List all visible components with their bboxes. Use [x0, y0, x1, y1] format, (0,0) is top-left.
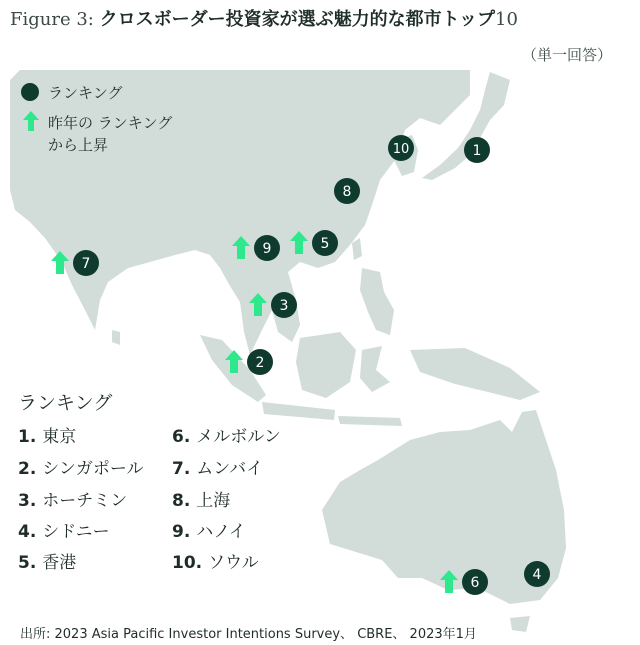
marker-label: 4	[532, 567, 542, 583]
taiwan	[352, 238, 362, 260]
ranking-number: 3.	[18, 491, 37, 511]
city-marker	[524, 561, 550, 587]
ranking-item	[18, 548, 76, 573]
ranking-item	[172, 517, 246, 542]
ranking-item	[18, 517, 110, 542]
ranking-number: 4.	[18, 522, 37, 542]
ranking-city: 香港	[42, 553, 77, 573]
marker-label: 8	[342, 184, 352, 200]
marker-label: 6	[470, 575, 480, 591]
marker-label: 3	[279, 298, 289, 314]
ranking-item	[18, 454, 144, 479]
ranking-item	[172, 486, 230, 511]
ranking-number: 1.	[18, 427, 37, 447]
ranking-number: 6.	[172, 427, 191, 447]
marker-label: 1	[472, 143, 482, 159]
sulawesi	[360, 346, 390, 392]
ranking-number: 7.	[172, 459, 191, 479]
title-suffix: 10	[495, 9, 518, 30]
ranking-item	[18, 422, 76, 447]
ranking-heading: ランキング	[18, 392, 113, 414]
marker-label: 7	[81, 256, 91, 272]
ranking-number: 5.	[18, 553, 37, 573]
marker-label: 9	[262, 241, 272, 257]
marker-label: 5	[320, 236, 330, 252]
ranking-number: 8.	[172, 491, 191, 511]
philippines	[360, 268, 394, 335]
legend-marker-icon	[20, 82, 40, 102]
sri-lanka	[112, 330, 120, 345]
ranking-number: 9.	[172, 522, 191, 542]
ranking-item	[18, 486, 127, 511]
ranking-city: 上海	[196, 491, 231, 511]
marker-label: 10	[392, 142, 410, 157]
ranking-city: ホーチミン	[42, 491, 128, 511]
ranking-number: 10.	[172, 553, 203, 573]
java	[262, 402, 335, 420]
figure-number: Figure 3:	[10, 9, 100, 30]
legend-ranking-label: ランキング	[48, 84, 123, 102]
ranking-city: ハノイ	[196, 522, 246, 542]
ranking-item	[172, 454, 263, 479]
ranking-item	[172, 422, 281, 447]
city-marker	[464, 137, 490, 163]
new-guinea	[410, 348, 540, 400]
lesser-sunda	[338, 416, 402, 426]
ranking-number: 2.	[18, 459, 37, 479]
city-marker	[334, 178, 360, 204]
city-marker	[388, 135, 414, 161]
legend-up-label-line2: から上昇	[48, 136, 109, 154]
title-text: クロスボーダー投資家が選ぶ魅力的な都市トップ	[99, 9, 496, 30]
marker-label: 2	[255, 355, 265, 371]
borneo	[296, 332, 356, 398]
tasmania	[510, 616, 530, 632]
ranking-city: シンガポール	[42, 459, 144, 479]
legend-up-label-line1: 昨年の ランキング	[48, 114, 173, 132]
ranking-city: ムンバイ	[196, 459, 264, 479]
up-arrow-icon	[22, 110, 40, 132]
source-note: 出所: 2023 Asia Pacific Investor Intentions Survey、 CBRE、 2023年1月	[20, 627, 477, 642]
ranking-city: メルボルン	[196, 427, 281, 447]
ranking-city: シドニー	[42, 522, 110, 542]
ranking-item	[172, 548, 259, 573]
ranking-city: 東京	[42, 427, 77, 447]
figure-title	[10, 5, 518, 31]
ranking-city: ソウル	[208, 553, 259, 573]
subtitle: （単一回答）	[521, 46, 612, 64]
